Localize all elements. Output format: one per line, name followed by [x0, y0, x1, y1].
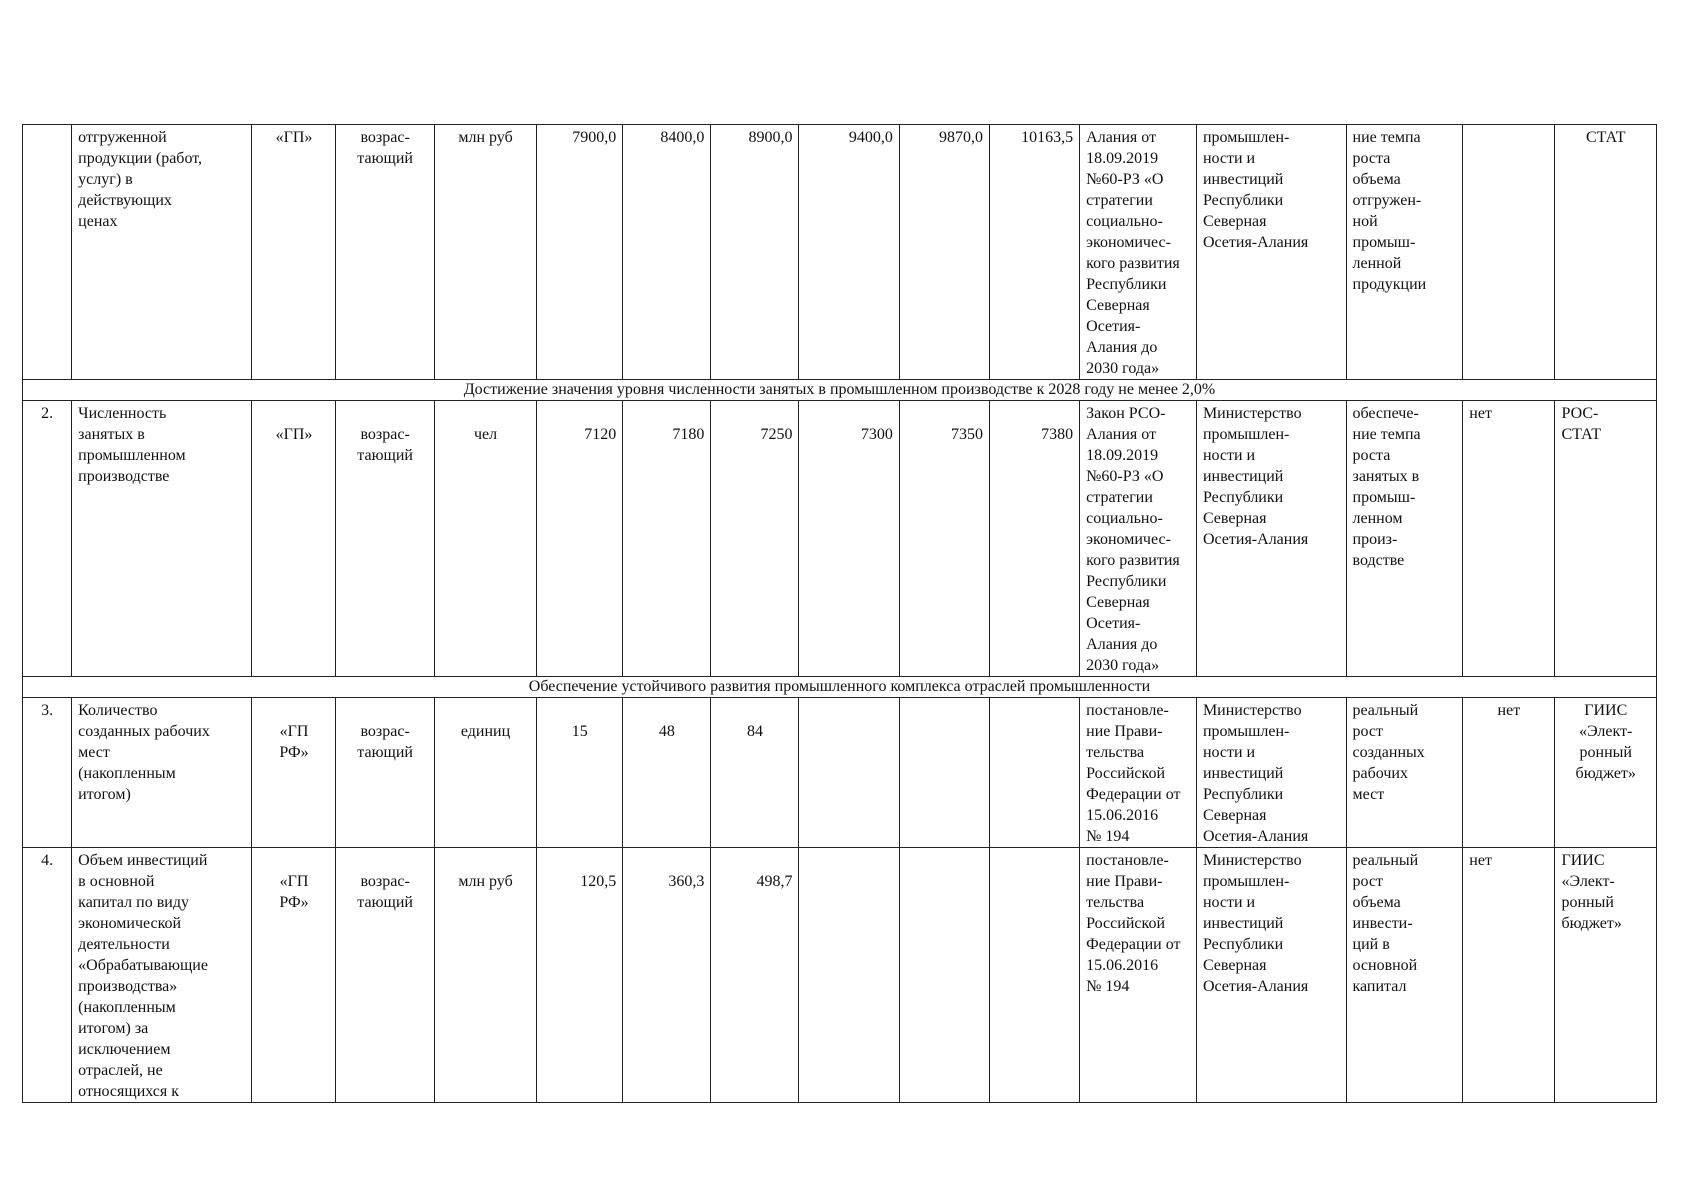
goal-link: обеспече- ние темпа роста занятых в промыш- ленном произ- водстве: [1346, 401, 1463, 677]
value-year-6: [990, 698, 1080, 848]
indicator-type: «ГП»: [252, 401, 336, 677]
responsible-body: Министерство промышлен- ности и инвестиций Республики Северная Осетия-Алания: [1196, 401, 1346, 677]
value-year-4: 7300: [799, 401, 899, 677]
value-year-5: [899, 848, 989, 1103]
section-title: Достижение значения уровня численности занятых в промышленном производстве к 2028 году не менее 2,0%: [23, 380, 1657, 401]
indicator-name: отгруженной продукции (работ, услуг) в действующих ценах: [72, 125, 252, 380]
value-year-2: 7180: [623, 401, 711, 677]
section-title: Обеспечение устойчивого развития промышленного комплекса отраслей промышленности: [23, 677, 1657, 698]
value-year-1: 15: [537, 698, 623, 848]
goal-link: реальный рост созданных рабочих мест: [1346, 698, 1463, 848]
indicators-table: [22, 124, 1657, 1103]
value-year-5: 7350: [899, 401, 989, 677]
row-number: 3.: [23, 698, 72, 848]
indicator-trend: возрас- тающий: [336, 698, 434, 848]
unit: млн руб: [434, 848, 536, 1103]
flag-cell: нет: [1463, 698, 1555, 848]
indicator-type: «ГП»: [252, 125, 336, 380]
flag-cell: нет: [1463, 401, 1555, 677]
responsible-body: промышлен- ности и инвестиций Республики Северная Осетия-Алания: [1196, 125, 1346, 380]
responsible-body: Министерство промышлен- ности и инвестиций Республики Северная Осетия-Алания: [1196, 698, 1346, 848]
info-system: СТАТ: [1555, 125, 1657, 380]
row-number: [23, 125, 72, 380]
basis-document: Алания от 18.09.2019 №60-РЗ «О стратегии социально- экономичес- кого развития Республики Северная Осетия- Алания до 2030 года»: [1080, 125, 1197, 380]
value-year-2: 360,3: [623, 848, 711, 1103]
indicator-name: Объем инвестиций в основной капитал по виду экономической деятельности «Обрабатывающие производства» (накопленным итогом) за исключением отраслей, не относящихся к: [72, 848, 252, 1103]
value-year-3: 498,7: [711, 848, 799, 1103]
value-year-1: 120,5: [537, 848, 623, 1103]
indicator-type: «ГП РФ»: [252, 848, 336, 1103]
section-row: [23, 380, 1657, 401]
value-year-3: 8900,0: [711, 125, 799, 380]
indicator-name: Численность занятых в промышленном производстве: [72, 401, 252, 677]
unit: единиц: [434, 698, 536, 848]
value-year-5: [899, 698, 989, 848]
indicator-name: Количество созданных рабочих мест (накопленным итогом): [72, 698, 252, 848]
goal-link: реальный рост объема инвести- ций в основной капитал: [1346, 848, 1463, 1103]
value-year-2: 48: [623, 698, 711, 848]
section-row: [23, 677, 1657, 698]
value-year-3: 84: [711, 698, 799, 848]
basis-document: постановле- ние Прави- тельства Российской Федерации от 15.06.2016 № 194: [1080, 848, 1197, 1103]
basis-document: Закон РСО- Алания от 18.09.2019 №60-РЗ «О стратегии социально- экономичес- кого развития Республики Северная Осетия- Алания до 2030 года»: [1080, 401, 1197, 677]
value-year-4: [799, 698, 899, 848]
value-year-4: [799, 848, 899, 1103]
info-system: ГИИС «Элект- ронный бюджет»: [1555, 698, 1657, 848]
value-year-1: 7900,0: [537, 125, 623, 380]
value-year-6: 7380: [990, 401, 1080, 677]
row-number: 4.: [23, 848, 72, 1103]
value-year-3: 7250: [711, 401, 799, 677]
info-system: РОС- СТАТ: [1555, 401, 1657, 677]
table-row: [23, 698, 1657, 848]
flag-cell: [1463, 125, 1555, 380]
value-year-2: 8400,0: [623, 125, 711, 380]
table-row: [23, 401, 1657, 677]
table-row: [23, 125, 1657, 380]
unit: чел: [434, 401, 536, 677]
value-year-5: 9870,0: [899, 125, 989, 380]
goal-link: ние темпа роста объема отгружен- ной промыш- ленной продукции: [1346, 125, 1463, 380]
value-year-1: 7120: [537, 401, 623, 677]
unit: млн руб: [434, 125, 536, 380]
indicator-trend: возрас- тающий: [336, 848, 434, 1103]
value-year-4: 9400,0: [799, 125, 899, 380]
basis-document: постановле- ние Прави- тельства Российской Федерации от 15.06.2016 № 194: [1080, 698, 1197, 848]
row-number: 2.: [23, 401, 72, 677]
value-year-6: 10163,5: [990, 125, 1080, 380]
indicator-type: «ГП РФ»: [252, 698, 336, 848]
value-year-6: [990, 848, 1080, 1103]
indicator-trend: возрас- тающий: [336, 125, 434, 380]
info-system: ГИИС «Элект- ронный бюджет»: [1555, 848, 1657, 1103]
flag-cell: нет: [1463, 848, 1555, 1103]
table-row: [23, 848, 1657, 1103]
responsible-body: Министерство промышлен- ности и инвестиций Республики Северная Осетия-Алания: [1196, 848, 1346, 1103]
indicator-trend: возрас- тающий: [336, 401, 434, 677]
